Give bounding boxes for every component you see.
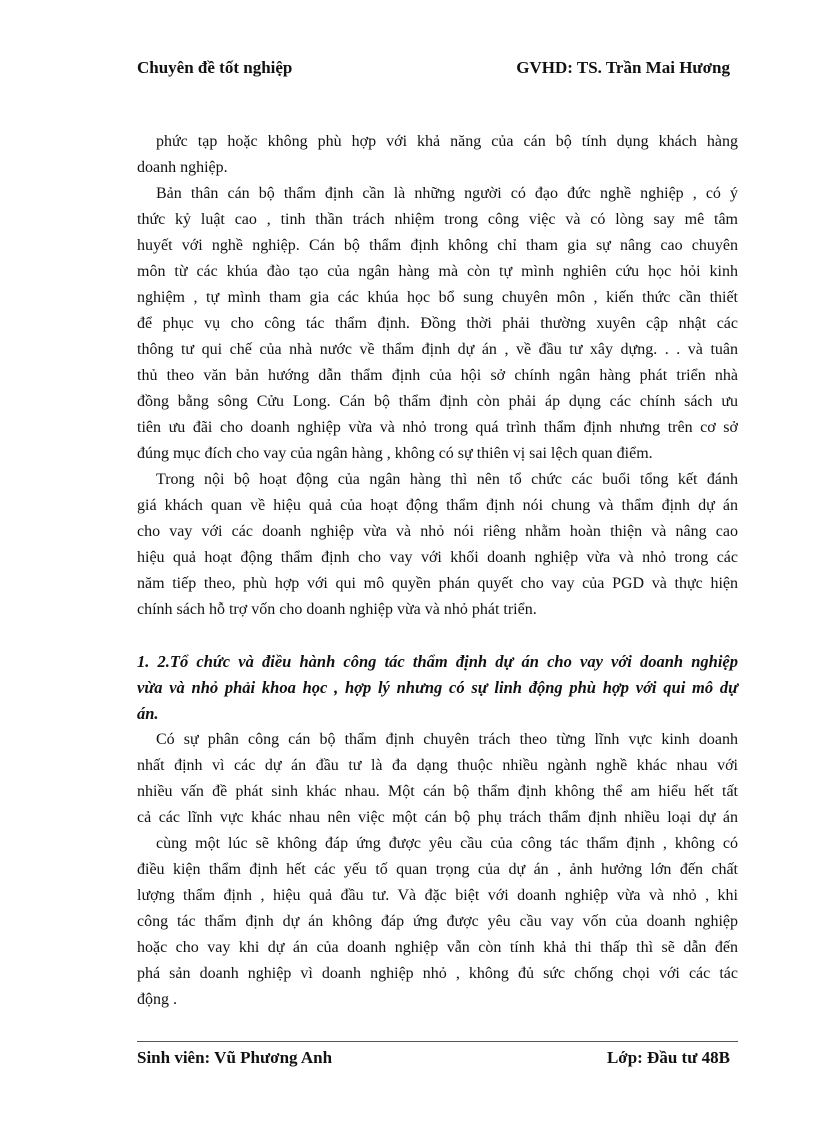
paragraph — [137, 467, 738, 623]
text-line: doanh nghiệp. — [137, 159, 228, 176]
text-line: thủ theo văn bản hướng dẫn thẩm định của hội sở chính ngân hàng phát triển nhà — [137, 367, 738, 384]
text-line: đồng bằng sông Cửu Long. Cán bộ thẩm định còn phải áp dụng các chính sách ưu — [137, 393, 738, 410]
text-line: cùng một lúc sẽ không đáp ứng được yêu cầu của công tác thẩm định , không có — [156, 835, 738, 852]
text-line: hiệu quả hoạt động thẩm định cho vay với khối doanh nghiệp vừa và nhỏ trong các — [137, 549, 738, 566]
footer-divider — [137, 1041, 738, 1042]
text-line: huyết với nghề nghiệp. Cán bộ thẩm định không chỉ tham gia sự nâng cao chuyên — [137, 237, 738, 254]
section-heading — [137, 649, 738, 727]
text-line: cả các lĩnh vực khác nhau nên việc một cán bộ phụ trách thẩm định nhiều loại dự án — [137, 809, 738, 826]
text-line: phá sản doanh nghiệp vì doanh nghiệp nhỏ , không đủ sức chống chọi với các tác — [137, 965, 738, 982]
text-line: môn từ các khúa đào tạo của ngân hàng mà còn tự mình nghiên cứu học hỏi kinh — [137, 263, 738, 280]
text-line: nhất định vì các dự án đầu tư là đa dạng thuộc nhiều ngành nghề khác nhau với — [137, 757, 738, 774]
text-line: nhiều vấn đề phát sinh khác nhau. Một cán bộ thẩm định không thể am hiểu hết tất — [137, 783, 738, 800]
text-line: chính sách hỗ trợ vốn cho doanh nghiệp vừa và nhỏ phát triển. — [137, 601, 537, 618]
paragraph — [137, 181, 738, 467]
document-body — [137, 129, 738, 1013]
header-document-title: Chuyên đề tốt nghiệp — [137, 58, 293, 77]
heading-line: án. — [137, 704, 159, 723]
text-line: để phục vụ cho công tác thẩm định. Đồng thời phải thường xuyên cập nhật các — [137, 315, 738, 332]
text-line: thông tư qui chế của nhà nước về thẩm định dự án , về đầu tư xây dựng. . . và tuân — [137, 341, 738, 358]
text-line: cho vay với các doanh nghiệp vừa và nhỏ nói riêng nhằm hoàn thiện và nâng cao — [137, 523, 738, 540]
text-line: động . — [137, 991, 177, 1008]
text-line: điều kiện thẩm định hết các yếu tố quan trọng của dự án , ảnh hưởng lớn đến chất — [137, 861, 738, 878]
text-line: thức kỷ luật cao , tinh thần trách nhiệm trong công việc và có lòng say mê tâm — [137, 211, 738, 228]
spacer — [137, 623, 738, 649]
text-line: công tác thẩm định dự án không đáp ứng được yêu cầu vay vốn của doanh nghiệp — [137, 913, 738, 930]
text-line: năm tiếp theo, phù hợp với qui mô quyền phán quyết cho vay của PGD và thực hiện — [137, 575, 738, 592]
heading-line: 1. 2.Tổ chức và điều hành công tác thẩm định dự án cho vay với doanh nghiệp — [137, 652, 738, 671]
text-line: đúng mục đích cho vay của ngân hàng , không có sự thiên vị sai lệch quan điểm. — [137, 445, 653, 462]
text-line: tiên ưu đãi cho doanh nghiệp vừa và nhỏ trong quá trình thẩm định nhưng trên cơ sở — [137, 419, 738, 436]
text-line: phức tạp hoặc không phù hợp với khả năng của cán bộ tính dụng khách hàng — [156, 133, 738, 150]
footer-student: Sinh viên: Vũ Phương Anh — [137, 1048, 333, 1067]
paragraph — [137, 727, 738, 1013]
text-line: Bản thân cán bộ thẩm định cần là những người có đạo đức nghề nghiệp , có ý — [156, 185, 738, 202]
heading-line: vừa và nhỏ phải khoa học , hợp lý nhưng có sự linh động phù hợp với qui mô dự — [137, 678, 738, 697]
footer-class: Lớp: Đầu tư 48B — [606, 1048, 730, 1067]
text-line: nghiệm , tự mình tham gia các khúa học bổ sung chuyên môn , kiến thức cần thiết — [137, 289, 738, 306]
paragraph — [137, 129, 738, 181]
text-line: Trong nội bộ hoạt động của ngân hàng thì nên tổ chức các buổi tổng kết đánh — [156, 471, 738, 488]
text-line: lượng thẩm định , hiệu quả đầu tư. Và đặc biệt với doanh nghiệp vừa và nhỏ , khi — [137, 887, 738, 904]
text-line: hoặc cho vay khi dự án của doanh nghiệp vẫn còn tính khả thi thấp thì sẽ dẫn đến — [137, 939, 738, 956]
text-line: giá khách quan về hiệu quả của hoạt động thẩm định nói chung và thẩm định dự án — [137, 497, 738, 514]
header-supervisor: GVHD: TS. Trần Mai Hương — [516, 58, 730, 77]
text-line: Có sự phân công cán bộ thẩm định chuyên trách theo từng lĩnh vực kinh doanh — [156, 731, 738, 748]
